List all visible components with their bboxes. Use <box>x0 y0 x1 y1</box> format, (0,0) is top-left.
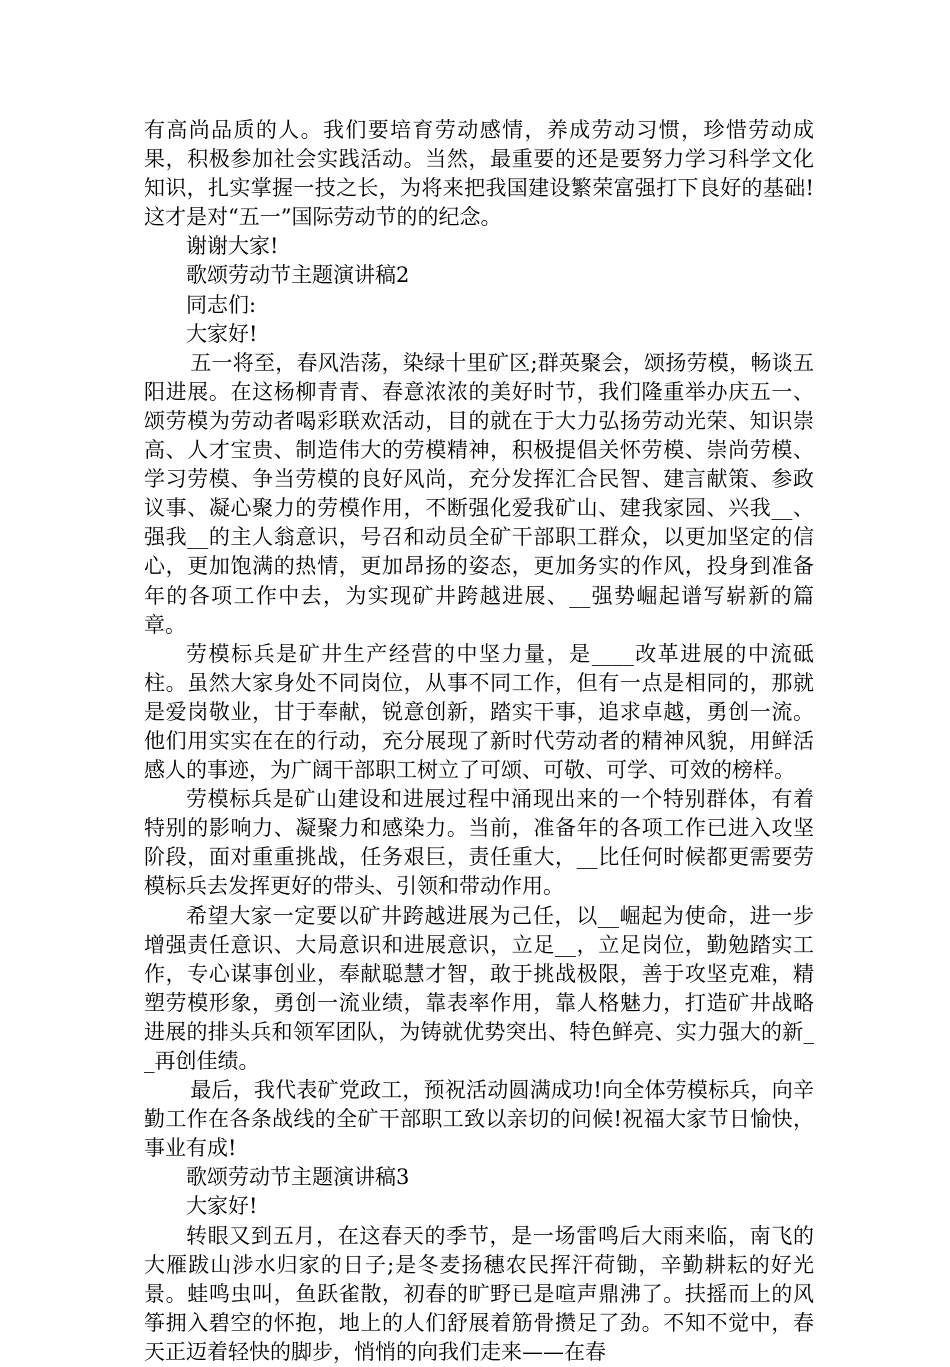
greeting-hello: 大家好! <box>186 321 258 346</box>
paragraph-6: 最后，我代表矿党政工，预祝活动圆满成功!向全体劳模标兵，向辛勤工作在各条战线的全矿干部职工致以亲切的问候!祝福大家节日愉快，事业有成! <box>144 1078 814 1161</box>
section-title-2: 歌颂劳动节主题演讲稿2 <box>186 263 410 288</box>
paragraph-3: 劳模标兵是矿井生产经营的中坚力量，是____改革进展的中流砥柱。虽然大家身处不同岗位，从事不同工作，但有一点是相同的，那就是爱岗敬业，甘于奉献，锐意创新，踏实干事，追求卓越，勇创一流。他们用实实在在的行动，充分展现了新时代劳动者的精神风貌，用鲜活感人的事迹，为广阔干部职工树立了可颂、可敬、可学、可效的榜样。 <box>144 641 814 783</box>
greeting-hello-2: 大家好! <box>186 1194 258 1219</box>
salutation-comrades: 同志们: <box>186 292 257 317</box>
section-title-3: 歌颂劳动节主题演讲稿3 <box>186 1165 410 1190</box>
closing-thanks: 谢谢大家! <box>186 234 279 259</box>
paragraph-1: 有高尚品质的人。我们要培育劳动感情，养成劳动习惯，珍惜劳动成果，积极参加社会实践活动。当然，最重要的还是要努力学习科学文化知识，扎实掌握一技之长，为将来把我国建设繁荣富强打下良好的基础!这才是对“五一”国际劳动节的的纪念。 <box>144 118 814 230</box>
paragraph-2: 五一将至，春风浩荡，染绿十里矿区;群英聚会，颂扬劳模，畅谈五阳进展。在这杨柳青青、春意浓浓的美好时节，我们隆重举办庆五一、颂劳模为劳动者喝彩联欢活动，目的就在于大力弘扬劳动光荣、知识崇高、人才宝贵、制造伟大的劳模精神，积极提倡关怀劳模、崇尚劳模、学习劳模、争当劳模的良好风尚，充分发挥汇合民智、建言献策、参政议事、凝心聚力的劳模作用，不断强化爱我矿山、建我家园、兴我__、强我__的主人翁意识，号召和动员全矿干部职工群众，以更加坚定的信心，更加饱满的热情，更加昂扬的姿态，更加务实的作风，投身到准备年的各项工作中去，为实现矿井跨越进展、__强势崛起谱写崭新的篇章。 <box>144 350 814 637</box>
paragraph-7: 转眼又到五月，在这春天的季节，是一场雷鸣后大雨来临，南飞的大雁跋山涉水归家的日子;是冬麦扬穗农民挥汗荷锄，辛勤耕耘的好光景。蛙鸣虫叫，鱼跃雀散，初春的旷野已是喧声鼎沸了。扶摇而上的风筝拥入碧空的怀抱，地上的人们舒展着筋骨攒足了劲。不知不觉中，春天正迈着轻快的脚步，悄悄的向我们走来——在春 <box>144 1223 814 1364</box>
paragraph-5: 希望大家一定要以矿井跨越进展为己任，以__崛起为使命，进一步增强责任意识、大局意识和进展意识，立足__，立足岗位，勤勉踏实工作，专心谋事创业，奉献聪慧才智，敢于挑战极限，善于攻坚克难，精塑劳模形象，勇创一流业绩，靠表率作用，靠人格魅力，打造矿井战略进展的排头兵和领军团队，为铸就优势突出、特色鲜亮、实力强大的新__再创佳绩。 <box>144 903 814 1073</box>
paragraph-4: 劳模标兵是矿山建设和进展过程中涌现出来的一个特别群体，有着特别的影响力、凝聚力和感染力。当前，准备年的各项工作已进入攻坚阶段，面对重重挑战，任务艰巨，责任重大，__比任何时候都更需要劳模标兵去发挥更好的带头、引领和带动作用。 <box>144 787 814 899</box>
document-page <box>144 116 814 1367</box>
